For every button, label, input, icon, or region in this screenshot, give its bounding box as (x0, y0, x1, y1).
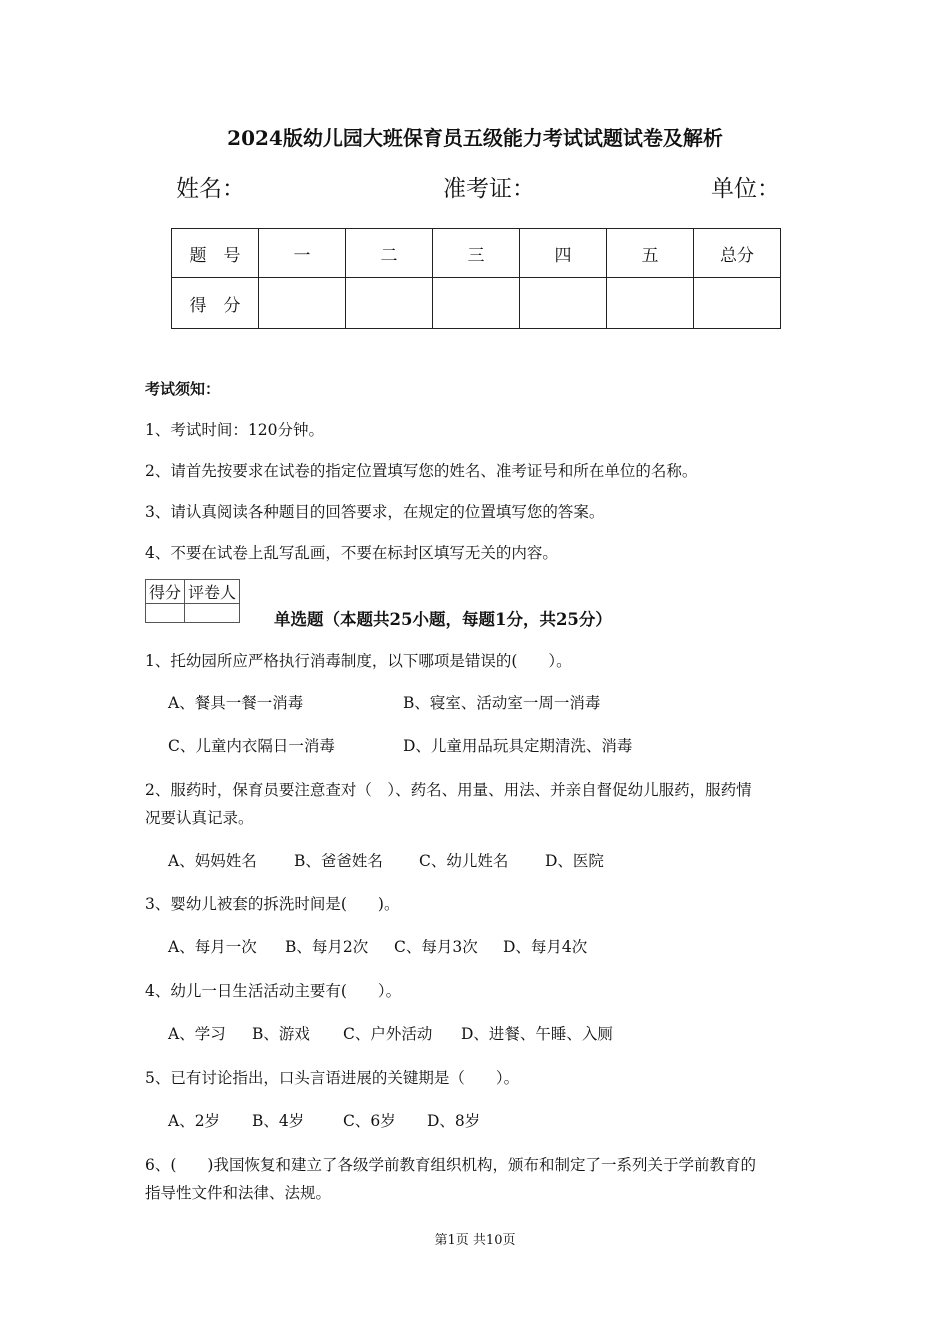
question-stem-continued: 指导性文件和法律、法规。 (145, 1184, 332, 1202)
score-table-header-cell: 四 (520, 229, 607, 278)
score-table-header-row (172, 229, 781, 278)
question-option: A、学习 (168, 1025, 226, 1043)
page-title: 2024版幼儿园大班保育员五级能力考试试题试卷及解析 (227, 126, 723, 150)
question-option: B、4岁 (252, 1112, 305, 1130)
score-table-header-cell: 一 (259, 229, 346, 278)
question-option: D、儿童用品玩具定期清洗、消毒 (403, 737, 633, 755)
page-footer: 第1页 共10页 (434, 1233, 516, 1248)
question-stem: 6、( )我国恢复和建立了各级学前教育组织机构，颁布和制定了一系列关于学前教育的 (145, 1156, 756, 1174)
grader-box (145, 579, 240, 623)
question-option: C、户外活动 (343, 1025, 433, 1043)
question-option: B、寝室、活动室一周一消毒 (403, 694, 601, 712)
score-cell[interactable] (259, 278, 346, 329)
question-option: D、医院 (545, 852, 604, 870)
question-option: A、妈妈姓名 (168, 852, 257, 870)
question-stem: 1、托幼园所应严格执行消毒制度，以下哪项是错误的( ）。 (145, 652, 572, 670)
notice-item: 4、不要在试卷上乱写乱画，不要在标封区填写无关的内容。 (145, 544, 558, 562)
score-cell[interactable] (694, 278, 781, 329)
question-option: D、每月4次 (503, 938, 588, 956)
question-stem: 2、服药时，保育员要注意查对（ ）、药名、用量、用法、并亲自督促幼儿服药，服药情 (145, 781, 752, 799)
question-stem: 5、已有讨论指出，口头言语进展的关键期是（ ）。 (145, 1069, 520, 1087)
question-option: C、6岁 (343, 1112, 396, 1130)
question-option: C、幼儿姓名 (419, 852, 509, 870)
grader-name-cell[interactable] (185, 604, 240, 623)
score-table-header-cell: 总分 (694, 229, 781, 278)
question-option: B、每月2次 (285, 938, 369, 956)
score-table-header-cell: 三 (433, 229, 520, 278)
score-cell[interactable] (520, 278, 607, 329)
score-table (171, 228, 781, 329)
question-stem: 3、婴幼儿被套的拆洗时间是( )。 (145, 895, 400, 913)
section-title: 单选题（本题共25小题，每题1分，共25分） (274, 610, 612, 629)
question-option: C、儿童内衣隔日一消毒 (168, 737, 335, 755)
score-cell[interactable] (346, 278, 433, 329)
unit-field-label: 单位： (711, 176, 780, 202)
score-cell[interactable] (607, 278, 694, 329)
score-table-header-cell: 二 (346, 229, 433, 278)
score-table-header-cell: 题 号 (172, 229, 259, 278)
notice-item: 2、请首先按要求在试卷的指定位置填写您的姓名、准考证号和所在单位的名称。 (145, 462, 698, 480)
notice-item: 3、请认真阅读各种题目的回答要求，在规定的位置填写您的答案。 (145, 503, 605, 521)
question-option: A、餐具一餐一消毒 (168, 694, 304, 712)
grader-score-cell[interactable] (146, 604, 185, 623)
question-stem: 4、幼儿一日生活活动主要有( ）。 (145, 982, 402, 1000)
question-option: B、游戏 (252, 1025, 310, 1043)
score-table-header-cell: 五 (607, 229, 694, 278)
grader-score-label: 得分 (146, 580, 185, 604)
question-option: D、进餐、午睡、入厕 (461, 1025, 613, 1043)
notice-heading: 考试须知： (145, 380, 221, 398)
grader-name-label: 评卷人 (185, 580, 240, 604)
question-option: C、每月3次 (394, 938, 478, 956)
name-field-label: 姓名： (176, 176, 245, 202)
question-stem-continued: 况要认真记录。 (145, 809, 254, 827)
notice-item: 1、考试时间：120分钟。 (145, 421, 324, 439)
score-cell[interactable] (433, 278, 520, 329)
question-option: B、爸爸姓名 (294, 852, 383, 870)
question-option: A、每月一次 (168, 938, 257, 956)
question-option: A、2岁 (168, 1112, 221, 1130)
score-table-score-row (172, 278, 781, 329)
score-row-label: 得 分 (172, 278, 259, 329)
question-option: D、8岁 (427, 1112, 481, 1130)
exam-number-field-label: 准考证： (443, 176, 535, 202)
